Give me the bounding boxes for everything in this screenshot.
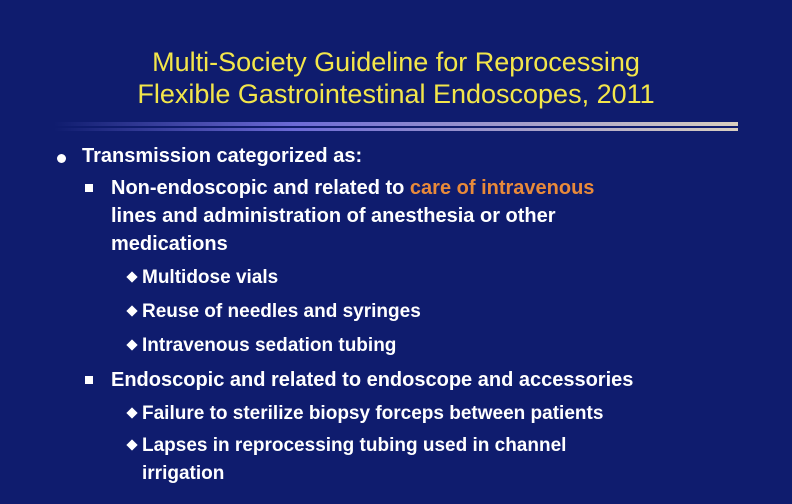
title-line-1: Multi-Society Guideline for Reprocessing <box>152 47 640 77</box>
list-item-multidose <box>128 266 278 290</box>
list-item-multidose-text: Multidose vials <box>142 267 279 288</box>
square-bullet-icon <box>85 184 93 192</box>
sub-bullet-endoscopic: Endoscopic and related to endoscope and accessories <box>111 369 634 391</box>
slide-title <box>0 46 792 110</box>
diamond-bullet-icon <box>126 271 137 282</box>
list-item-biopsy-forceps <box>128 402 603 426</box>
sub-bullet-non-endoscopic <box>111 176 594 200</box>
sub-bullet-non-endoscopic-line2: lines and administration of anesthesia or other <box>111 205 556 227</box>
round-bullet-icon <box>57 154 66 163</box>
list-item-reuse-needles-text: Reuse of needles and syringes <box>142 301 421 322</box>
list-item-biopsy-forceps-text: Failure to sterilize biopsy forceps between patients <box>142 403 604 424</box>
list-item-lapses-reprocessing-line2: irrigation <box>142 463 225 484</box>
list-item-iv-sedation-text: Intravenous sedation tubing <box>142 335 397 356</box>
title-divider-bottom <box>54 128 738 131</box>
list-item-lapses-reprocessing-text: Lapses in reprocessing tubing used in channel <box>142 435 567 456</box>
highlight-care-of-iv: care of intravenous <box>409 177 595 199</box>
title-divider-top <box>54 122 738 126</box>
diamond-bullet-icon <box>126 407 137 418</box>
diamond-bullet-icon <box>126 439 137 450</box>
title-line-2: Flexible Gastrointestinal Endoscopes, 2011 <box>137 79 655 109</box>
sub-bullet-non-endoscopic-line3: medications <box>111 233 228 255</box>
diamond-bullet-icon <box>126 339 137 350</box>
diamond-bullet-icon <box>126 305 137 316</box>
list-item-iv-sedation <box>128 334 396 358</box>
square-bullet-icon <box>85 376 93 384</box>
list-item-lapses-reprocessing <box>128 434 566 458</box>
bullet-transmission: Transmission categorized as: <box>82 145 363 167</box>
sub-bullet-non-endoscopic-text: Non-endoscopic and related to <box>111 177 410 199</box>
list-item-reuse-needles <box>128 300 421 324</box>
